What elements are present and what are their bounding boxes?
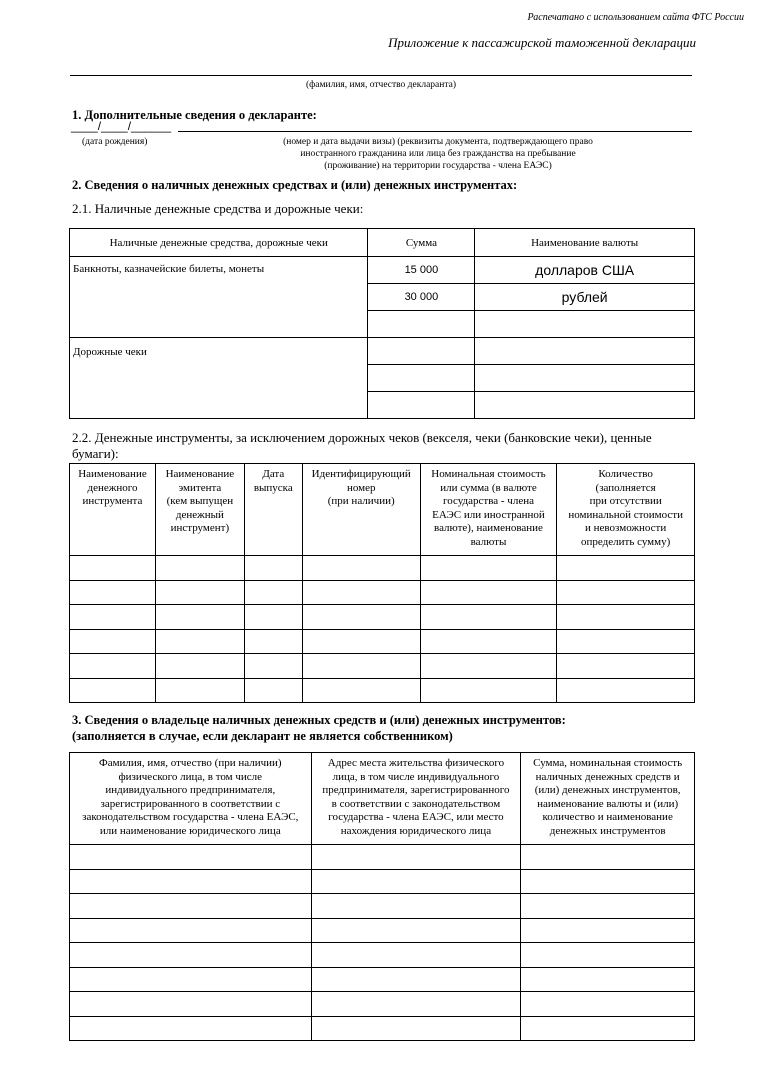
table-row — [70, 605, 695, 630]
col-header-amount: Сумма — [368, 229, 475, 257]
table-cell[interactable] — [557, 556, 695, 581]
cash-table — [69, 228, 695, 419]
check-currency[interactable] — [475, 338, 695, 365]
table-cell[interactable] — [521, 943, 695, 968]
table-cell[interactable] — [70, 654, 156, 679]
table-row — [70, 894, 695, 919]
table-cell[interactable] — [311, 869, 521, 894]
table-row — [70, 869, 695, 894]
table-cell[interactable] — [70, 556, 156, 581]
table-cell[interactable] — [557, 678, 695, 703]
check-currency[interactable] — [475, 365, 695, 392]
table-cell[interactable] — [311, 845, 521, 870]
table-cell[interactable] — [155, 605, 244, 630]
table-cell[interactable] — [244, 654, 302, 679]
cash-amount[interactable]: 30 000 — [368, 284, 475, 311]
table-cell[interactable] — [70, 869, 312, 894]
owner-table — [69, 752, 695, 1041]
table-cell[interactable] — [70, 967, 312, 992]
check-amount[interactable] — [368, 338, 475, 365]
cash-currency[interactable] — [475, 311, 695, 338]
table-cell[interactable] — [155, 654, 244, 679]
page-title: Приложение к пассажирской таможенной декларации — [388, 35, 696, 50]
table-cell[interactable] — [302, 580, 420, 605]
visa-caption: (номер и дата выдачи визы) (реквизиты документа, подтверждающего право иностранного гражданина или лица без гражданства на пребывание (проживание) на территории государства - члена ЕАЭС) — [283, 137, 593, 171]
table-cell[interactable] — [311, 943, 521, 968]
instruments-table — [69, 463, 695, 703]
table-cell[interactable] — [70, 1016, 312, 1041]
table-cell[interactable] — [521, 869, 695, 894]
col-header-issuer: Наименование эмитента (кем выпущен денежный инструмент) — [155, 464, 244, 556]
col-header-owner-name: Фамилия, имя, отчество (при наличии) физического лица, в том числе индивидуального предпринимателя, зарегистрированного в соответствии с законодательством государства - члена ЕАЭС, или наименование юридического лица — [70, 753, 312, 845]
table-cell[interactable] — [420, 605, 557, 630]
section2-2-heading: 2.2. Денежные инструменты, за исключением дорожных чеков (векселя, чеки (банковские чеки), ценные бумаги): — [72, 430, 652, 461]
section2-heading: 2. Сведения о наличных денежных средствах и (или) денежных инструментах: — [72, 178, 518, 192]
table-row — [70, 556, 695, 581]
table-cell[interactable] — [244, 556, 302, 581]
table-row — [70, 1016, 695, 1041]
table-cell[interactable] — [70, 629, 156, 654]
declarant-name-caption: (фамилия, имя, отчество декларанта) — [305, 80, 457, 90]
table-cell[interactable] — [557, 654, 695, 679]
table-cell[interactable] — [420, 629, 557, 654]
table-cell[interactable] — [420, 654, 557, 679]
table-cell[interactable] — [70, 918, 312, 943]
table-cell[interactable] — [311, 894, 521, 919]
table-cell[interactable] — [557, 605, 695, 630]
printed-note: Распечатано с использованием сайта ФТС России — [527, 12, 744, 23]
table-cell[interactable] — [302, 605, 420, 630]
table-cell[interactable] — [521, 918, 695, 943]
table-cell[interactable] — [521, 967, 695, 992]
declarant-name-field[interactable] — [70, 75, 692, 76]
table-cell[interactable] — [557, 629, 695, 654]
col-header-owner-amount: Сумма, номинальная стоимость наличных денежных средств и (или) денежных инструментов, наименование валюты и (или) количество и наименование денежных инструментов — [521, 753, 695, 845]
table-cell[interactable] — [557, 580, 695, 605]
table-cell[interactable] — [521, 1016, 695, 1041]
table-cell[interactable] — [155, 678, 244, 703]
cash-amount[interactable]: 15 000 — [368, 257, 475, 284]
col-header-nominal-value: Номинальная стоимость или сумма (в валюте государства - члена ЕАЭС или иностранной валюте), наименование валюты — [420, 464, 557, 556]
col-header-id-number: Идентифицирующий номер (при наличии) — [302, 464, 420, 556]
table-cell[interactable] — [155, 629, 244, 654]
table-cell[interactable] — [244, 678, 302, 703]
table-cell[interactable] — [521, 845, 695, 870]
table-cell[interactable] — [311, 992, 521, 1017]
visa-field[interactable] — [178, 131, 692, 132]
section1-heading: 1. Дополнительные сведения о декларанте: — [72, 108, 317, 122]
table-row — [70, 580, 695, 605]
col-header-cash: Наличные денежные средства, дорожные чеки — [70, 229, 368, 257]
section2-1-heading: 2.1. Наличные денежные средства и дорожные чеки: — [72, 201, 364, 216]
table-cell[interactable] — [420, 678, 557, 703]
table-row — [70, 845, 695, 870]
table-cell[interactable] — [302, 629, 420, 654]
table-cell[interactable] — [420, 580, 557, 605]
table-row — [70, 943, 695, 968]
check-amount[interactable] — [368, 392, 475, 419]
cash-label: Банкноты, казначейские билеты, монеты — [70, 257, 368, 338]
table-cell[interactable] — [70, 894, 312, 919]
table-cell[interactable] — [244, 629, 302, 654]
cash-amount[interactable] — [368, 311, 475, 338]
table-cell[interactable] — [70, 580, 156, 605]
col-header-issue-date: Дата выпуска — [244, 464, 302, 556]
table-cell[interactable] — [244, 605, 302, 630]
section3-heading: 3. Сведения о владельце наличных денежных средств и (или) денежных инструментов: (заполняется в случае, если декларант не является собственником) — [72, 713, 566, 743]
check-amount[interactable] — [368, 365, 475, 392]
table-cell[interactable] — [521, 894, 695, 919]
table-cell[interactable] — [155, 580, 244, 605]
check-currency[interactable] — [475, 392, 695, 419]
table-cell[interactable] — [244, 580, 302, 605]
table-cell[interactable] — [311, 918, 521, 943]
table-cell[interactable] — [311, 1016, 521, 1041]
table-cell[interactable] — [70, 845, 312, 870]
table-cell[interactable] — [70, 605, 156, 630]
cash-currency[interactable]: долларов США — [475, 257, 695, 284]
table-row — [70, 967, 695, 992]
checks-label: Дорожные чеки — [70, 338, 368, 419]
table-cell[interactable] — [70, 992, 312, 1017]
birth-date-field[interactable]: ____/____/______ — [71, 119, 172, 133]
col-header-quantity: Количество (заполняется при отсутствии номинальной стоимости и невозможности определить сумму) — [557, 464, 695, 556]
table-cell[interactable] — [155, 556, 244, 581]
table-cell[interactable] — [311, 967, 521, 992]
table-cell[interactable] — [302, 678, 420, 703]
table-cell[interactable] — [302, 556, 420, 581]
col-header-instrument-name: Наименование денежного инструмента — [70, 464, 156, 556]
table-cell[interactable] — [70, 678, 156, 703]
table-row — [70, 918, 695, 943]
table-cell[interactable] — [302, 654, 420, 679]
cash-currency[interactable]: рублей — [475, 284, 695, 311]
table-row — [70, 629, 695, 654]
table-cell[interactable] — [420, 556, 557, 581]
table-row — [70, 654, 695, 679]
table-cell[interactable] — [70, 943, 312, 968]
table-row — [70, 678, 695, 703]
table-row — [70, 992, 695, 1017]
birth-date-caption: (дата рождения) — [82, 137, 148, 147]
col-header-owner-address: Адрес места жительства физического лица, в том числе индивидуального предпринимателя, зарегистрированного в соответствии с законодательством государства - члена ЕАЭС, или место нахождения юридического лица — [311, 753, 521, 845]
table-cell[interactable] — [521, 992, 695, 1017]
col-header-currency: Наименование валюты — [475, 229, 695, 257]
